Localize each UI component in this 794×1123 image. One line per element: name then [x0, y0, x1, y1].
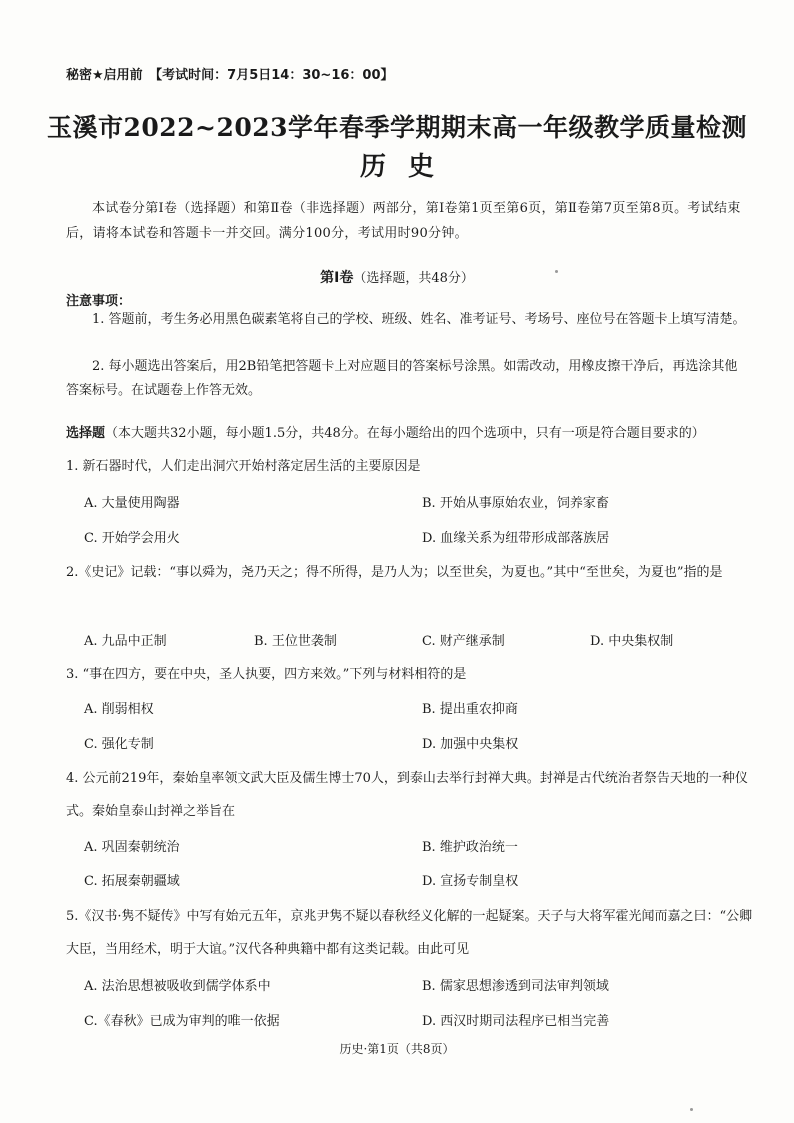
q3-option-a: A. 削弱相权	[84, 702, 154, 717]
question-5-stem: 5.《汉书·隽不疑传》中写有始元五年，京兆尹隽不疑以春秋经义化解的一起疑案。天子与大将军霍光闻而嘉之曰：“公卿大臣，当用经术，明于大谊。”汉代各种典籍中都有这类记载。由此可见	[66, 909, 753, 957]
q4-option-a: A. 巩固秦朝统治	[84, 840, 180, 855]
question-4-stem: 4. 公元前219年，秦始皇率领文武大臣及儒生博士70人，到泰山去举行封禅大典。封禅是古代统治者祭告天地的一种仪式。秦始皇泰山封禅之举旨在	[66, 771, 748, 819]
confidential-notice: 秘密★启用前 【考试时间：7月5日14：30~16：00】	[66, 68, 394, 83]
q5-option-d: D. 西汉时期司法程序已相当完善	[422, 1014, 610, 1029]
q4-option-c: C. 拓展秦朝疆域	[84, 874, 180, 889]
q2-option-b: B. 王位世袭制	[254, 634, 337, 649]
notice-item-1: 1. 答题前，考生务必用黑色碳素笔将自己的学校、班级、姓名、准考证号、考场号、座位号在答题卡上填写清楚。	[92, 312, 746, 327]
mcq-desc: （本大题共32小题，每小题1.5分，共48分。在每小题给出的四个选项中，只有一项是符合题目要求的）	[105, 426, 705, 441]
question-1-stem: 1. 新石器时代，人们走出洞穴开始村落定居生活的主要原因是	[66, 459, 421, 474]
page-footer: 历史·第1页（共8页）	[339, 1042, 455, 1056]
q5-option-c: C.《春秋》已成为审判的唯一依据	[84, 1014, 280, 1029]
section-heading	[0, 267, 794, 287]
question-2-stem: 2.《史记》记载：“事以舜为，尧乃天之；得不所得，是乃人为；以至世矣，为夏也。”其中“至世矣，为夏也”指的是	[66, 565, 723, 580]
q5-option-a: A. 法治思想被吸收到儒学体系中	[84, 979, 271, 994]
exam-title: 玉溪市2022~2023学年春季学期期末高一年级教学质量检测	[46, 113, 748, 142]
subject-title: 历史	[359, 152, 456, 182]
section-name: 第Ⅰ卷	[320, 270, 354, 286]
mcq-label: 选择题	[66, 426, 106, 441]
q3-option-d: D. 加强中央集权	[422, 737, 519, 752]
mcq-heading	[66, 422, 705, 441]
q1-option-d: D. 血缘关系为纽带形成部落族居	[422, 531, 610, 546]
q2-option-a: A. 九品中正制	[84, 634, 167, 649]
q3-option-b: B. 提出重农抑商	[422, 702, 518, 717]
notice-item-2: 2. 每小题选出答案后，用2B铅笔把答题卡上对应题目的答案标号涂黑。如需改动，用橡皮擦干净后，再选涂其他答案标号。在试题卷上作答无效。	[66, 359, 738, 398]
q5-option-b: B. 儒家思想渗透到司法审判领域	[422, 979, 609, 994]
section-desc: （选择题，共48分）	[353, 271, 474, 286]
q4-option-d: D. 宣扬专制皇权	[422, 874, 519, 889]
scan-speck	[690, 1108, 693, 1111]
q1-option-b: B. 开始从事原始农业，饲养家畜	[422, 496, 609, 511]
q3-option-c: C. 强化专制	[84, 737, 154, 752]
intro-paragraph: 本试卷分第Ⅰ卷（选择题）和第Ⅱ卷（非选择题）两部分，第Ⅰ卷第1页至第6页，第Ⅱ卷第7页至第8页。考试结束后，请将本试卷和答题卡一并交回。满分100分，考试用时90分钟。	[66, 201, 741, 241]
scan-speck	[555, 270, 558, 273]
q2-option-d: D. 中央集权制	[590, 634, 674, 649]
q4-option-b: B. 维护政治统一	[422, 840, 518, 855]
q1-option-a: A. 大量使用陶器	[84, 496, 180, 511]
notice-heading: 注意事项：	[66, 294, 132, 309]
q2-option-c: C. 财产继承制	[422, 634, 505, 649]
question-3-stem: 3. “事在四方，要在中央，圣人执要，四方来效。”下列与材料相符的是	[66, 667, 467, 682]
q1-option-c: C. 开始学会用火	[84, 531, 180, 546]
